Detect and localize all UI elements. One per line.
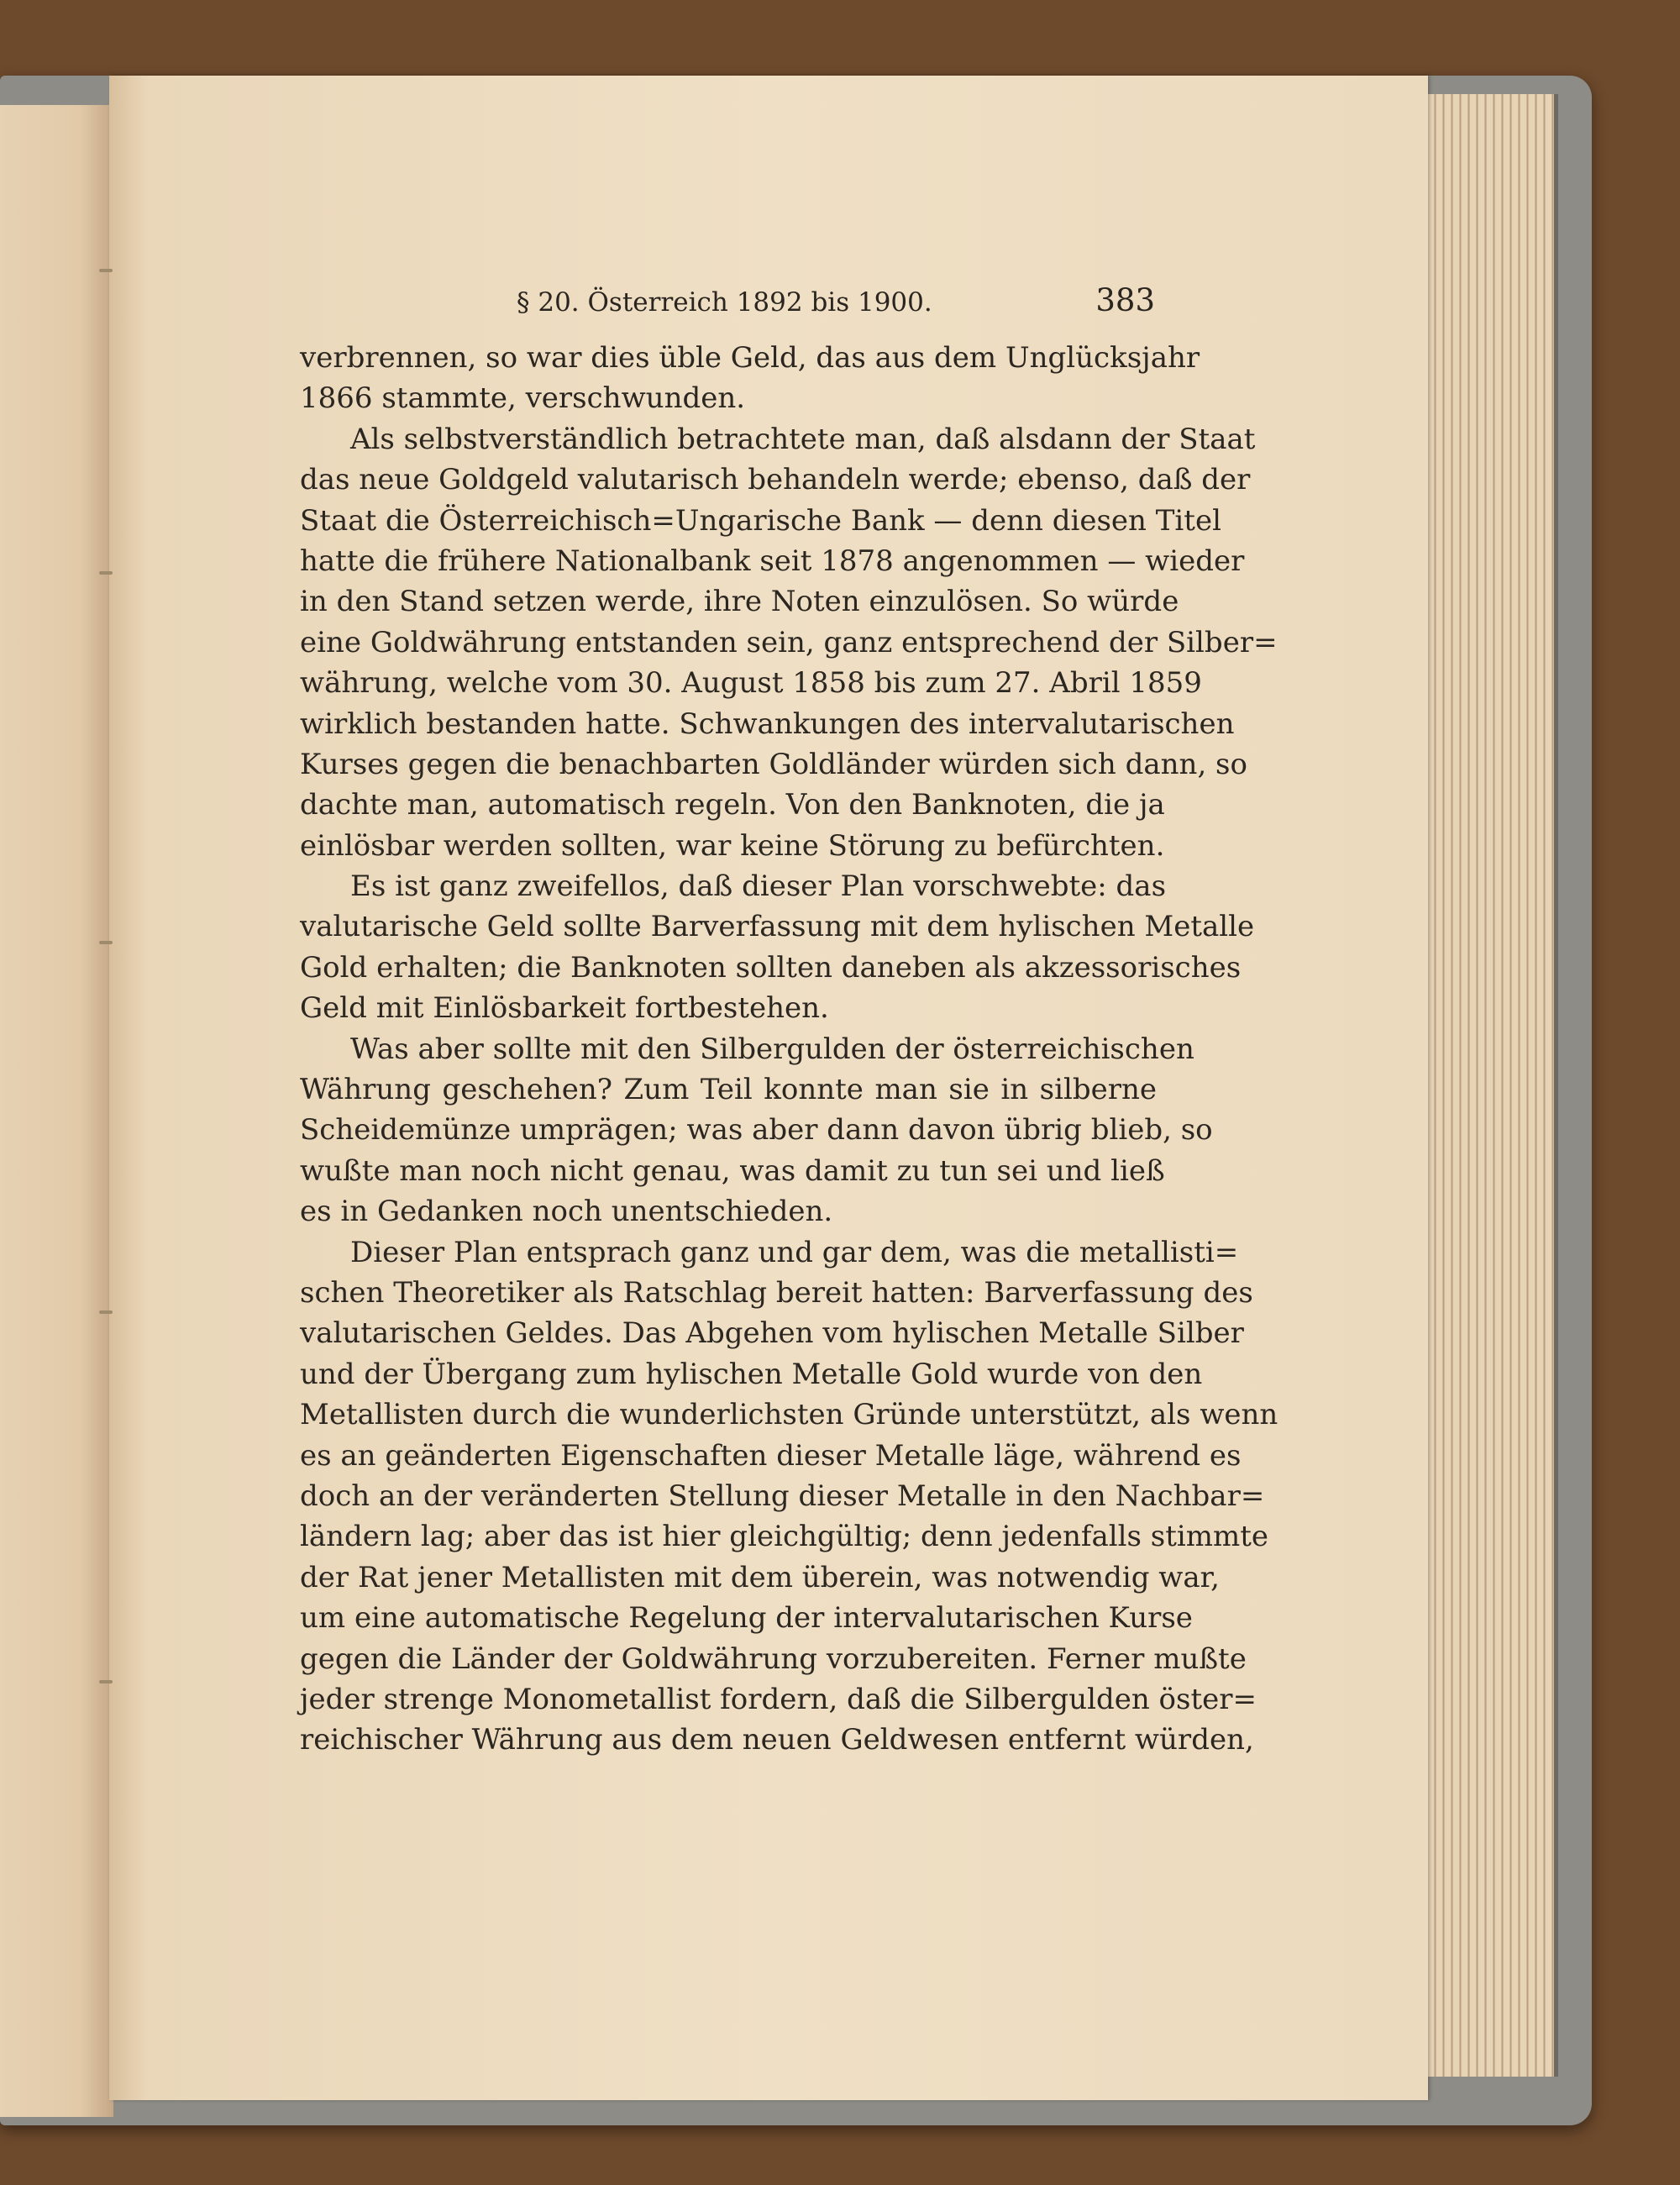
page-edges [1420, 94, 1558, 2077]
text-line: Staat die Österreichisch=Ungarische Bank — denn diesen Titel [300, 503, 1221, 538]
section-title: § 20. Österreich 1892 bis 1900. [517, 287, 932, 318]
text-line: ländern lag; aber das ist hier gleichgültig; denn jedenfalls stimmte [300, 1520, 1269, 1554]
text-line: eine Goldwährung entstanden sein, ganz entsprechend der Silber= [300, 625, 1278, 659]
text-line: verbrennen, so war dies üble Geld, das aus dem Unglücksjahr [300, 341, 1200, 375]
text-line: reichischer Währung aus dem neuen Geldwesen entfernt würden, [300, 1723, 1254, 1757]
text-line: Kurses gegen die benachbarten Goldländer würden sich dann, so [300, 747, 1247, 781]
running-header [517, 284, 1155, 326]
text-line: es an geänderten Eigenschaften dieser Metalle läge, während es [300, 1438, 1242, 1473]
text-line: hatte die frühere Nationalbank seit 1878 angenommen — wieder [300, 544, 1245, 578]
text-line: schen Theoretiker als Ratschlag bereit hatten: Barverfassung des [300, 1275, 1253, 1310]
binding-stitch [99, 941, 113, 944]
text-line: Es ist ganz zweifellos, daß dieser Plan vorschwebte: das [350, 869, 1167, 904]
text-line: 1866 stammte, verschwunden. [300, 381, 746, 416]
text-line: valutarische Geld sollte Barverfassung mit dem hylischen Metalle [300, 910, 1255, 944]
text-line: jeder strenge Monometallist fordern, daß die Silbergulden öster= [300, 1682, 1257, 1716]
text-line: um eine automatische Regelung der intervalutarischen Kurse [300, 1601, 1193, 1636]
text-line: Gold erhalten; die Banknoten sollten daneben als akzessorisches [300, 950, 1242, 985]
left-page-edge [0, 105, 113, 2117]
text-line: währung, welche vom 30. August 1858 bis zum 27. Abril 1859 [300, 666, 1202, 701]
text-line: das neue Goldgeld valutarisch behandeln werde; ebenso, daß der [300, 463, 1251, 497]
text-line: Als selbstverständlich betrachtete man, daß alsdann der Staat [350, 422, 1256, 456]
body-text [300, 338, 1278, 1761]
binding-stitch [99, 571, 113, 575]
binding-stitch [99, 269, 113, 272]
text-line: Metallisten durch die wunderlichsten Gründe unterstützt, als wenn [300, 1398, 1278, 1432]
text-line: Geld mit Einlösbarkeit fortbestehen. [300, 991, 829, 1026]
text-line: in den Stand setzen werde, ihre Noten einzulösen. So würde [300, 585, 1179, 619]
text-line: und der Übergang zum hylischen Metalle Gold wurde von den [300, 1357, 1203, 1391]
text-line: wußte man noch nicht genau, was damit zu tun sei und ließ [300, 1153, 1165, 1188]
text-line: Währung geschehen? Zum Teil konnte man sie in silberne [300, 1073, 1157, 1107]
text-line: einlösbar werden sollten, war keine Störung zu befürchten. [300, 828, 1165, 863]
binding-stitch [99, 1310, 113, 1314]
text-line: der Rat jener Metallisten mit dem überein, was notwendig war, [300, 1560, 1220, 1594]
binding-stitch [99, 1680, 113, 1683]
text-line: valutarischen Geldes. Das Abgehen vom hylischen Metalle Silber [300, 1316, 1244, 1351]
text-line: dachte man, automatisch regeln. Von den Banknoten, die ja [300, 788, 1165, 822]
text-line: Was aber sollte mit den Silbergulden der österreichischen [350, 1032, 1194, 1066]
text-line: Scheidemünze umprägen; was aber dann davon übrig blieb, so [300, 1113, 1213, 1148]
text-line: doch an der veränderten Stellung dieser Metalle in den Nachbar= [300, 1479, 1265, 1513]
text-line: wirklich bestanden hatte. Schwankungen des intervalutarischen [300, 706, 1235, 741]
text-line: gegen die Länder der Goldwährung vorzubereiten. Ferner mußte [300, 1641, 1247, 1676]
text-line: es in Gedanken noch unentschieden. [300, 1195, 833, 1229]
text-line: Dieser Plan entsprach ganz und gar dem, was die metallisti= [350, 1235, 1239, 1269]
page-number: 383 [1095, 282, 1155, 318]
